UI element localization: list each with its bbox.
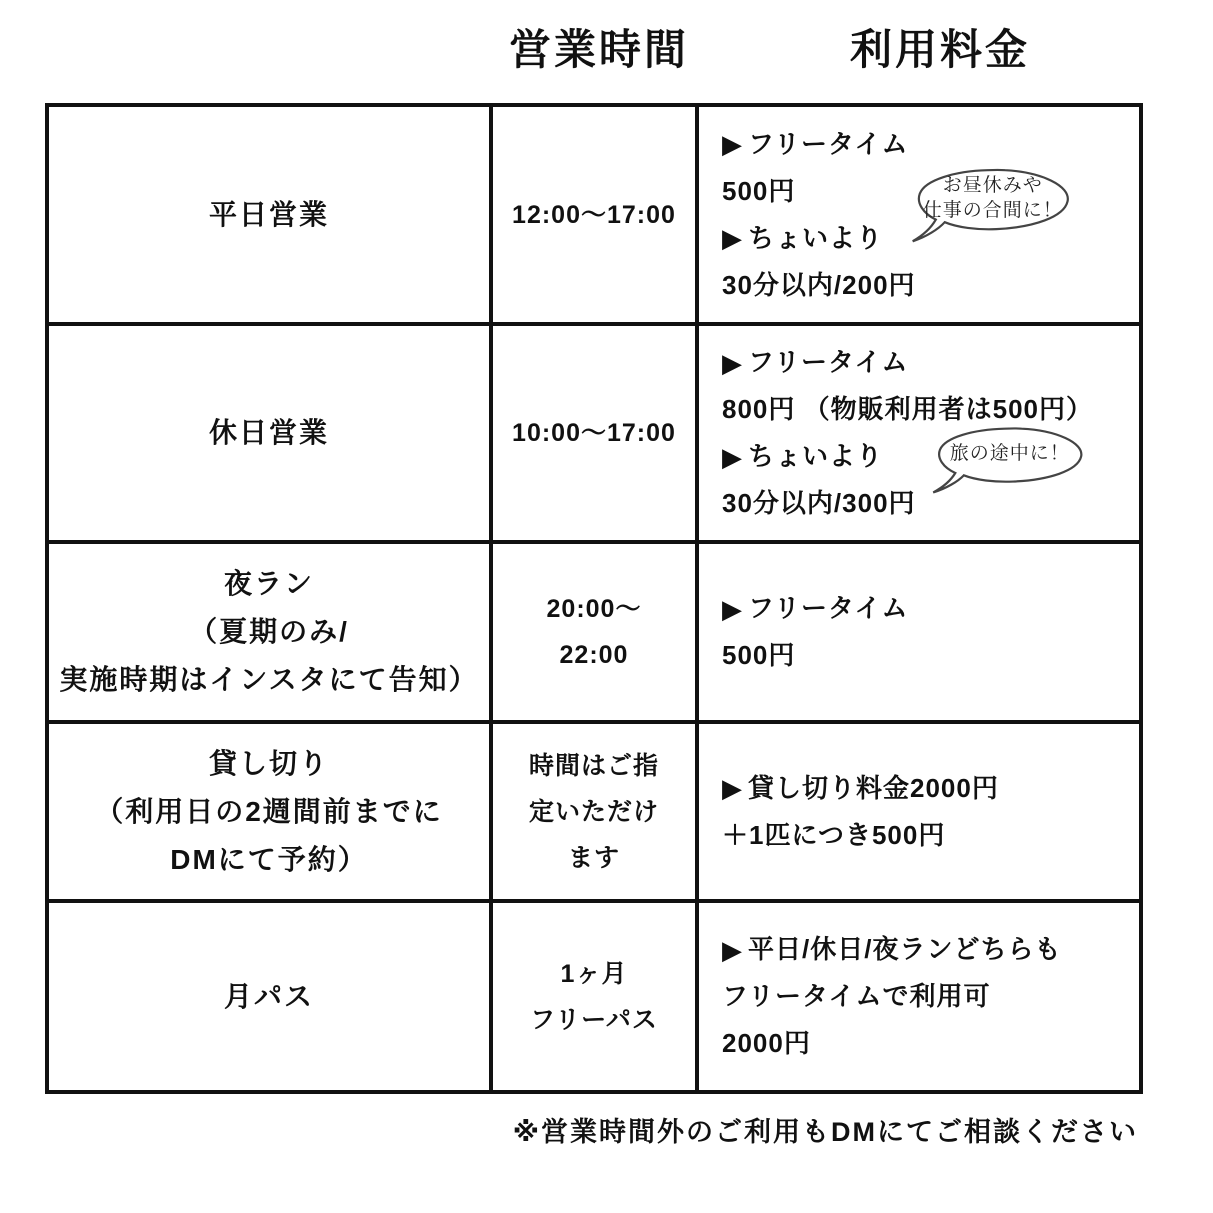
service-name-cell-private — [49, 724, 493, 903]
service-name-note: （夏期のみ/ — [189, 616, 349, 647]
fee-text: フリータイム — [748, 593, 909, 623]
fee-text: 30分以内/200円 — [722, 269, 916, 300]
fee-text: 30分以内/300円 — [722, 488, 916, 518]
bubble-text: 旅の途中に！ — [949, 442, 1070, 464]
pricing-table — [45, 103, 1143, 1094]
hours-text: 22:00 — [559, 641, 629, 669]
fees-cell-weekday — [699, 107, 1139, 326]
fee-text: 800円 （物販利用者は500円） — [722, 394, 1093, 424]
play-triangle-icon: ▶ — [722, 441, 743, 472]
play-triangle-icon: ▶ — [722, 934, 743, 965]
fee-line — [722, 262, 916, 309]
play-triangle-icon: ▶ — [722, 347, 743, 378]
service-name-note: （利用日の2週間前までに — [95, 795, 443, 827]
footer-note: ※営業時間外のご利用もDMにてご相談ください — [512, 1117, 1138, 1147]
bubble-text: お昼休みや 仕事の合間に！ — [922, 174, 1063, 221]
fee-text: フリータイムで利用可 — [722, 981, 991, 1011]
fee-text: フリータイム — [748, 347, 909, 377]
service-name: 平日営業 — [208, 198, 329, 230]
fee-text: ちょいより — [748, 222, 884, 253]
hours-text: ます — [567, 843, 620, 872]
service-name: 夜ラン — [223, 568, 314, 599]
fee-line — [722, 812, 945, 859]
hours-cell-nightrun — [493, 544, 699, 724]
fee-line — [722, 585, 908, 632]
fee-line — [722, 1020, 811, 1067]
hours-cell-monthpass — [493, 903, 699, 1090]
fee-line — [722, 926, 1061, 973]
service-name: 貸し切り — [208, 747, 329, 779]
fee-line — [722, 168, 795, 215]
hours-text: 1ヶ月 — [560, 959, 628, 988]
hours-cell-private — [493, 724, 699, 903]
service-name-note: DMにて予約） — [170, 843, 368, 875]
fees-cell-nightrun — [699, 544, 1139, 724]
fee-line — [722, 433, 883, 480]
speech-bubble-travel — [923, 424, 1093, 494]
service-name: 月パス — [223, 980, 314, 1012]
hours-text: 20:00〜 — [546, 595, 642, 623]
hours-text: 時間はご指 — [528, 751, 659, 780]
fee-line — [722, 973, 990, 1020]
play-triangle-icon: ▶ — [722, 223, 743, 253]
fee-text: ちょいより — [748, 441, 884, 471]
fee-text: 500円 — [722, 640, 796, 670]
hours-text: フリーパス — [530, 1005, 658, 1034]
fees-cell-private — [699, 724, 1139, 903]
play-triangle-icon: ▶ — [722, 593, 743, 624]
hours-cell-holiday — [493, 326, 699, 544]
service-name-cell-monthpass — [49, 903, 493, 1090]
hours-text: 10:00〜17:00 — [512, 419, 676, 447]
fees-cell-monthpass — [699, 903, 1139, 1090]
fee-text: フリータイム — [748, 128, 909, 159]
play-triangle-icon: ▶ — [722, 129, 743, 159]
hours-text: 定いただけ — [528, 797, 659, 826]
fee-text: 平日/休日/夜ランどちらも — [748, 934, 1062, 964]
fee-line — [722, 121, 908, 168]
fee-text: 貸し切り料金2000円 — [748, 772, 999, 803]
fees-cell-holiday — [699, 326, 1139, 544]
hours-text: 12:00〜17:00 — [512, 200, 676, 229]
hours-column-title: 営業時間 — [508, 26, 689, 73]
service-name-cell-weekday — [49, 107, 493, 326]
fee-text: ＋1匹につき500円 — [722, 819, 946, 850]
service-name-cell-holiday — [49, 326, 493, 544]
fee-text: 2000円 — [722, 1028, 811, 1058]
speech-bubble-lunchbreak — [902, 165, 1080, 243]
fee-line — [722, 339, 908, 386]
hours-cell-weekday — [493, 107, 699, 326]
fee-line — [722, 215, 883, 262]
fee-line — [722, 632, 795, 679]
service-name-cell-nightrun — [49, 544, 493, 724]
fee-line — [722, 480, 916, 527]
fee-line — [722, 765, 999, 812]
fees-column-title: 利用料金 — [849, 26, 1030, 73]
fee-text: 500円 — [722, 175, 796, 206]
play-triangle-icon: ▶ — [722, 773, 743, 803]
service-name-note: 実施時期はインスタにて告知） — [59, 664, 479, 695]
service-name: 休日営業 — [208, 417, 329, 448]
